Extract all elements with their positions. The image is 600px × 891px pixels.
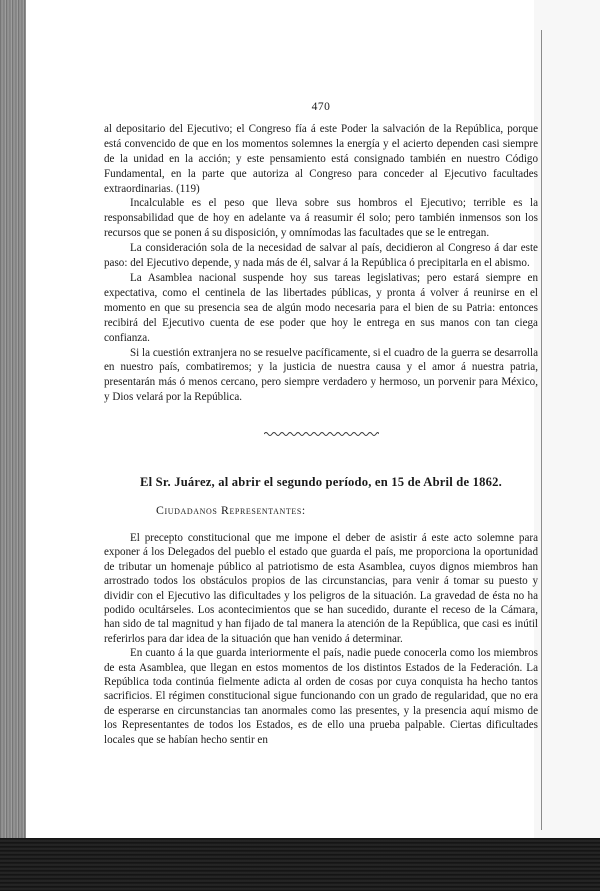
- section-heading: El Sr. Juárez, al abrir el segundo período, en 15 de Abril de 1862.: [140, 475, 502, 490]
- speech-paragraph-2: En cuanto á la que guarda interiormente el país, nadie puede conocerla como los miembros de esta Asamblea, que llegan en estos momentos de los distintos Estados de la Federación. La República toda continúa fielmente adicta al orden de cosas por cuya conquista ha hecho tantos sacrificios. El régimen constitucional sigue funcionando con un grado de regularidad, que no era de esperarse en circunstancias tan anormales como las presentes, y la presencia aquí mismo de los Representantes de todos los Estados, es de ello una prueba palpable. Ciertas dificultades locales que se habían hecho sentir en: [104, 647, 538, 746]
- scan-right-margin: [534, 0, 600, 838]
- scan-bottom-edge: [0, 838, 600, 891]
- book-page: [26, 0, 538, 838]
- paragraph-3: La consideración sola de la necesidad de salvar al país, decidieron al Congreso á dar este paso: del Ejecutivo depende, y nada más de él, salvar á la República ó precipitarla en el abismo.: [104, 242, 538, 270]
- paragraph-4: La Asamblea nacional suspende hoy sus tareas legislativas; pero estará siempre en expectativa, como el centinela de las libertades públicas, y pronta á volver á reunirse en el momento en que su presencia sea de algún modo necesaria para el bien de su Patria: entonces recibirá del Ejecutivo cuenta de ese poder que hoy le entrega en sus manos con tan ciega confianza.: [104, 271, 538, 344]
- scan-right-edge-line: [541, 30, 542, 830]
- scan-left-margin: [0, 0, 26, 891]
- section-divider-ornament: [264, 429, 379, 439]
- paragraph-2: Incalculable es el peso que lleva sobre sus hombros el Ejecutivo; terrible es la responsabilidad que de hoy en adelante va á reasumir él solo; pero también inmensos son los recursos que se ponen á su disposición, y omnímodas las facultades que se le entregan.: [104, 197, 538, 240]
- speech-paragraph-1: El precepto constitucional que me impone el deber de asistir á este acto solemne para exponer á los Delegados del pueblo el estado que guarda el país, me proporciona la oportunidad de tributar un homenaje público al patriotismo de esta Asamblea, cuyos dignos miembros han arrostrado todos los obstáculos propios de las circunstancias, para venir á tomar su puesto y dividir con el Ejecutivo las dificultades y los peligros de la situación. La gravedad de ésta no ha podido ocultárseles. Los acontecimientos que se han sucedido, durante el receso de la Cámara, han sido de tal magnitud y han fijado de tal manera la atención de la República, que casi es inútil referirlos para dar idea de la situación que han venido á determinar.: [104, 531, 538, 645]
- page-number: 470: [311, 101, 331, 113]
- paragraph-1: al depositario del Ejecutivo; el Congreso fía á este Poder la salvación de la República, porque está convencido de que en los momentos solemnes la energía y el acierto dependen casi siempre de la unidad en la acción; y este pensamiento está consignado también en nuestro Código Fundamental, en la parte que autoriza al Congreso para conceder al Ejecutivo facultades extraordinarias. (119): [104, 122, 538, 195]
- paragraph-5: Si la cuestión extranjera no se resuelve pacíficamente, si el cuadro de la guerra se desarrolla en nuestro país, combatiremos; y la justicia de nuestra causa y el amor á nuestra patria, presentarán más ó menos cercano, pero siempre verdadero y hermoso, un porvenir para México, y Dios velará por la República.: [104, 346, 538, 404]
- speech-body: [104, 531, 538, 747]
- salutation: Ciudadanos Representantes:: [156, 503, 306, 518]
- page-content: [104, 100, 538, 747]
